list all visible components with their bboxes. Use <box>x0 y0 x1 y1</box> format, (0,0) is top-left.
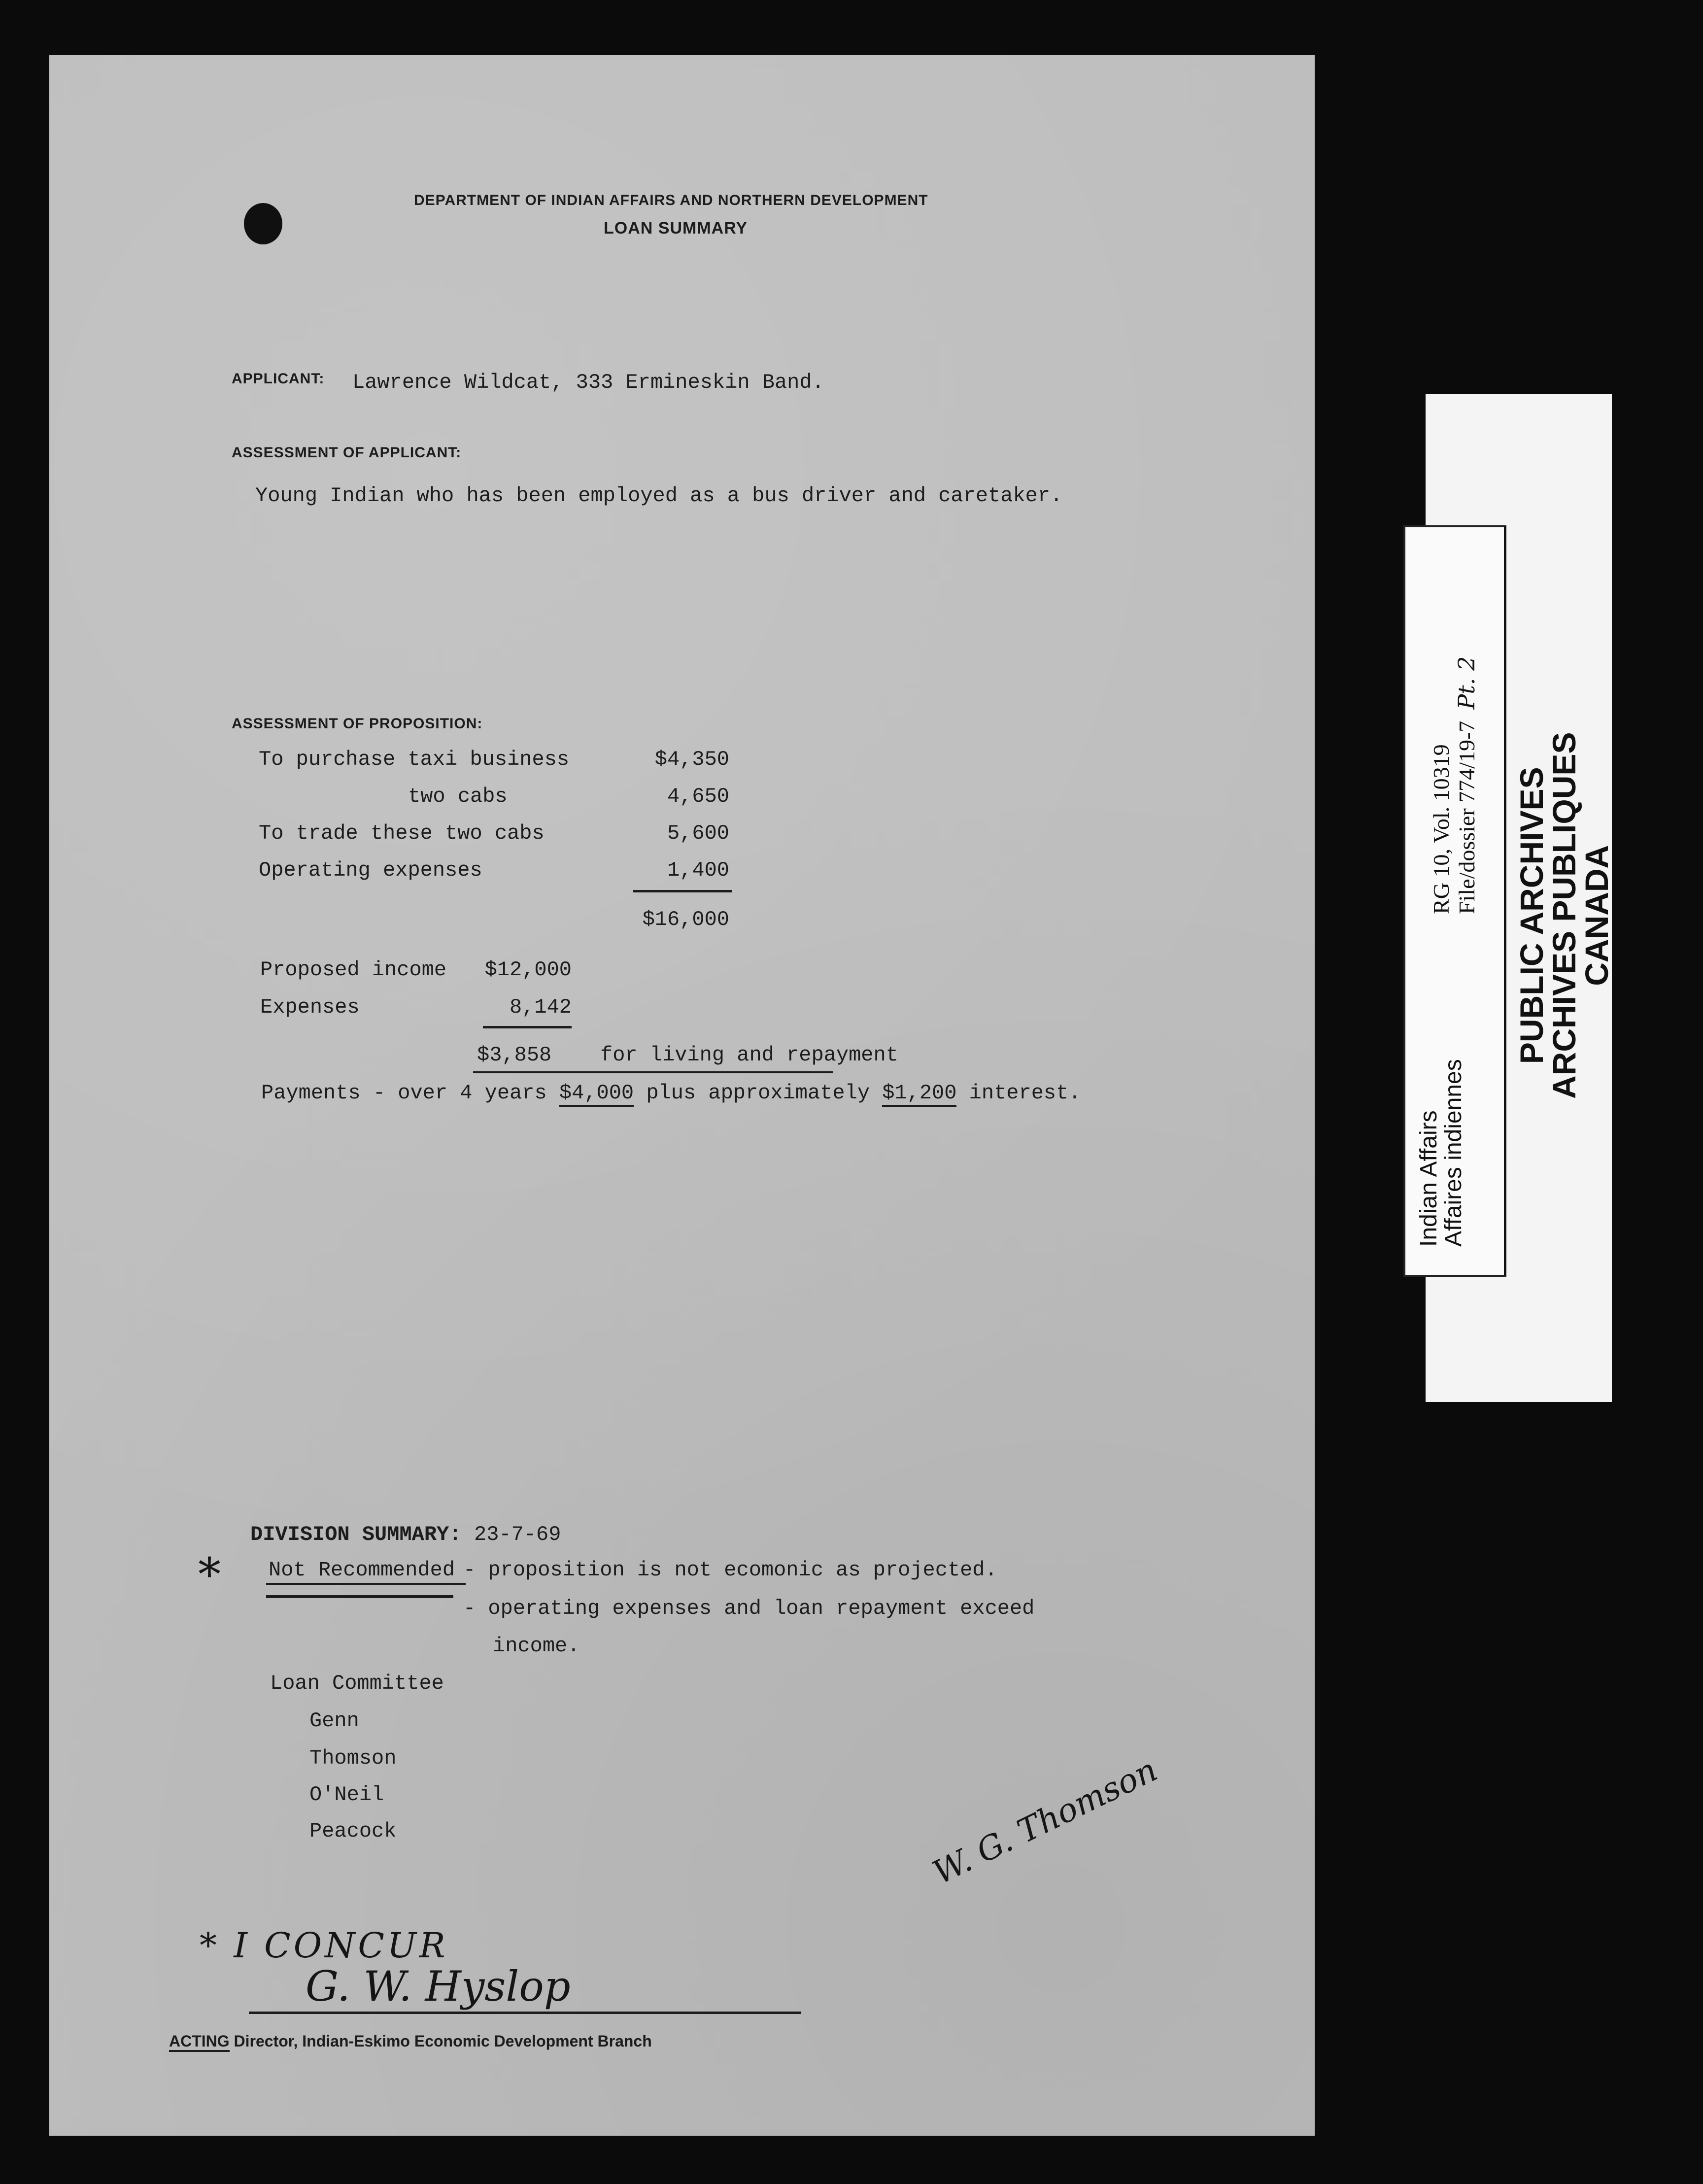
document-page <box>49 55 1315 2136</box>
net-underline <box>473 1071 833 1073</box>
archive-reference <box>1429 656 1479 914</box>
proposition-item-label: To trade these two cabs <box>259 821 545 845</box>
net-rule <box>483 1026 572 1028</box>
payments-line <box>261 1081 1081 1105</box>
proposition-item-amount: 4,650 <box>667 785 729 808</box>
payments-mid: plus approximately <box>634 1081 883 1105</box>
reason-2-cont: income. <box>493 1634 580 1658</box>
proposition-item-label: Operating expenses <box>259 858 482 882</box>
proposition-item-amount: 5,600 <box>667 821 729 845</box>
income-item-label: Expenses <box>260 995 360 1019</box>
signature-hyslop: G. W. Hyslop <box>306 1962 571 2011</box>
signature-thomson: W. G. Thomson <box>927 1750 1163 1892</box>
archive-file <box>1454 656 1480 914</box>
payments-interest: $1,200 <box>882 1081 956 1107</box>
committee-member: O'Neil <box>309 1783 384 1807</box>
payments-principal: $4,000 <box>559 1081 634 1107</box>
payments-pre: Payments - over 4 years <box>261 1081 559 1105</box>
committee-member: Peacock <box>309 1819 397 1843</box>
signature-line <box>249 2012 801 2014</box>
net-note: for living and repayment <box>600 1043 898 1067</box>
income-item-label: Proposed income <box>260 958 447 982</box>
total-rule <box>633 890 732 892</box>
footer-acting: ACTING <box>169 2032 230 2052</box>
assessment-proposition-label: ASSESSMENT OF PROPOSITION: <box>232 716 483 732</box>
reason-2: - operating expenses and loan repayment exceed <box>463 1597 1035 1620</box>
archive-agency <box>1417 1059 1466 1247</box>
assessment-applicant-label: ASSESSMENT OF APPLICANT: <box>232 444 462 461</box>
department-header: DEPARTMENT OF INDIAN AFFAIRS AND NORTHERN DEVELOPMENT <box>414 192 928 208</box>
payments-post: interest. <box>956 1081 1081 1105</box>
archive-stamp-fr: ARCHIVES PUBLIQUES <box>1546 732 1582 1099</box>
applicant-value: Lawrence Wildcat, 333 Ermineskin Band. <box>352 371 824 394</box>
recommendation-underline-2 <box>266 1595 453 1598</box>
document-title: LOAN SUMMARY <box>604 219 748 238</box>
committee-label: Loan Committee <box>270 1672 444 1695</box>
proposition-item-label: To purchase taxi business <box>259 748 570 771</box>
division-summary-label: DIVISION SUMMARY: <box>250 1523 462 1546</box>
applicant-label: APPLICANT: <box>232 371 325 387</box>
committee-member: Genn <box>309 1709 359 1733</box>
archive-file-number: File/dossier 774/19-7 <box>1454 720 1479 914</box>
footer-title <box>169 2032 652 2050</box>
income-item-amount: 8,142 <box>509 995 572 1019</box>
division-summary-date: 23-7-69 <box>474 1523 561 1546</box>
concur-note: * I CONCUR <box>200 1925 448 1966</box>
archive-stamp-country: CANADA <box>1578 845 1615 986</box>
assessment-applicant-text: Young Indian who has been employed as a bus driver and caretaker. <box>255 484 1063 508</box>
recommendation-underline-1 <box>266 1583 466 1585</box>
reason-1: - proposition is not ecomonic as projected. <box>463 1558 997 1582</box>
archive-volume: RG 10, Vol. 10319 <box>1429 744 1454 914</box>
archive-part: Pt. 2 <box>1453 656 1480 710</box>
proposition-item-amount: 1,400 <box>667 858 729 882</box>
income-item-amount: $12,000 <box>484 958 572 982</box>
proposition-total: $16,000 <box>642 908 729 931</box>
archive-stamp <box>1515 732 1613 1099</box>
archive-agency-fr: Affaires indiennes <box>1440 1059 1467 1247</box>
net-amount: $3,858 <box>477 1043 552 1067</box>
recommendation: Not Recommended <box>269 1558 455 1582</box>
proposition-item-label: two cabs <box>408 785 508 808</box>
footer-branch: Director, Indian-Eskimo Economic Development Branch <box>229 2032 652 2050</box>
punch-hole <box>244 203 282 244</box>
archive-agency-en: Indian Affairs <box>1416 1110 1442 1247</box>
asterisk-mark: * <box>198 1548 221 1601</box>
archive-stamp-en: PUBLIC ARCHIVES <box>1513 767 1550 1064</box>
committee-member: Thomson <box>309 1746 397 1770</box>
proposition-item-amount: $4,350 <box>654 748 729 771</box>
